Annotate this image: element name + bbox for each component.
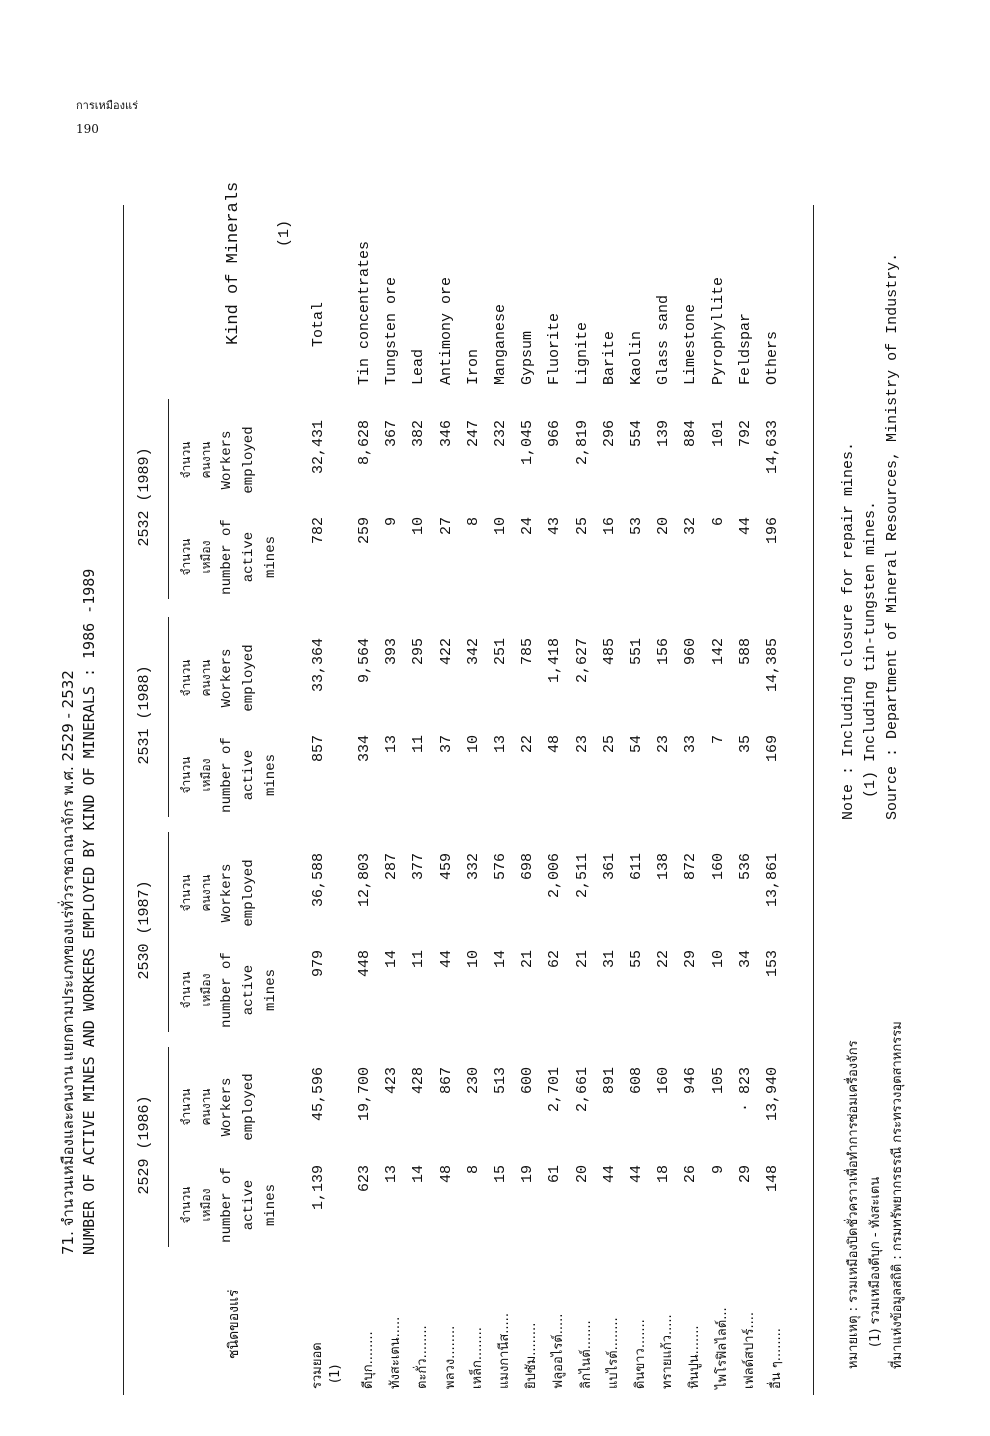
table-cell: 334 [356,735,373,763]
sub-head-workers [176,630,260,726]
table-cell: 13 [383,735,401,754]
table-cell: 2,701 [546,1067,564,1113]
table-cell: 44 [736,517,754,536]
row-label-thai: ทรายแก้ว..... [660,1314,676,1389]
row-label-english: Glass sand [655,294,673,385]
table-cell: 7 [709,735,727,745]
table-cell: 23 [573,735,591,754]
table-title-english: NUMBER OF ACTIVE MINES AND WORKERS EMPLOYED BY KIND OF MINERALS : 1986 -1989 [80,568,98,1255]
table-cell: 34 [736,950,754,969]
table-cell: 156 [655,638,673,666]
table-cell: 13,940 [764,1067,781,1122]
table-cell: 35 [736,735,754,754]
sub-head-english: active mines [241,964,279,1016]
table-cell: 428 [410,1067,428,1095]
row-label-thai: เหล็ก........ [469,1327,485,1389]
year-underline [168,832,169,1032]
table-cell: 14 [492,950,509,969]
table-cell: 1,418 [546,638,564,684]
source-thai: ที่มาแห่งข้อมูลสถิติ : กรมทรัพยากรธรณี กระทรวงอุตสาหกรรม [890,1021,905,1369]
table-cell: 296 [600,420,618,448]
table-cell: 966 [546,420,564,448]
sub-head-english: employed [241,644,257,712]
table-top-rule [123,205,124,1395]
row-label-english: Feldspar [736,312,754,385]
table-cell: 698 [519,853,537,881]
sub-head-thai: คนงาน [199,874,213,912]
row-label-english: Limestone [682,303,700,385]
table-cell: 554 [628,420,645,448]
sub-head-english: employed [241,859,257,927]
table-cell: 8 [464,517,482,527]
table-cell: 44 [437,950,455,969]
table-cell: 21 [573,950,591,969]
table-cell: 2,511 [573,853,591,899]
sub-head-thai: จำนวน [179,659,193,697]
table-cell: 247 [464,420,482,448]
table-cell: 14 [383,950,401,969]
table-cell: 608 [628,1067,645,1095]
table-cell: 16 [600,517,618,536]
table-cell: 2,819 [573,420,591,466]
row-label-english: Tin concentrates [356,240,373,385]
table-cell: 19,700 [356,1067,373,1122]
table-bottom-rule [813,205,814,1395]
total-cell: 782 [310,517,327,545]
table-cell: 10 [464,950,482,969]
notes-thai [843,1021,909,1369]
table-cell: 27 [437,517,455,536]
row-label-thai: ยิปซัม........ [524,1322,540,1389]
row-label-english: Lignite [573,321,591,385]
table-cell: 32 [682,517,700,536]
table-cell: 196 [764,517,781,545]
total-cell: 45,596 [310,1067,327,1122]
table-cell: 867 [437,1067,455,1095]
sub-head-thai: เหมือง [199,758,213,792]
table-cell: 295 [410,638,428,666]
table-cell: 448 [356,950,373,978]
row-label-english: Fluorite [546,312,564,385]
sub-head-mines [176,727,282,823]
table-cell: 611 [628,853,645,881]
sub-head-english: active mines [241,749,279,801]
row-label-thai: ดีบุก........ [361,1331,376,1389]
table-cell: 25 [600,735,618,754]
sub-head-english: Workers [219,430,235,490]
table-cell: 10 [410,517,428,536]
row-label-thai: แบไรต์........ [605,1317,621,1389]
table-cell: 551 [628,638,645,666]
row-label-thai: ไพโรฟิลไลต์... [714,1307,730,1389]
row-label-thai: ตะกั่ว........ [415,1325,431,1389]
table-cell: 230 [464,1067,482,1095]
sub-head-workers [176,412,260,508]
sub-head-thai: จำนวน [179,1186,193,1224]
year-heading: 2529 (1986) [136,1095,153,1195]
year-heading: 2530 (1987) [136,880,153,980]
row-label-english: Gypsum [519,330,537,385]
sub-head-thai: จำนวน [179,874,193,912]
source-english: Source : Department of Mineral Resources, Ministry of Industry. [884,252,901,820]
sub-head-thai: เหมือง [199,540,213,574]
table-cell: 623 [356,1165,373,1193]
sub-head-mines [176,942,282,1038]
table-cell: 20 [655,517,673,536]
row-label-english: Iron [464,348,482,385]
sub-head-thai: จำนวน [179,971,193,1009]
sub-head-workers [176,1059,260,1155]
row-label-english: Others [764,330,781,385]
table-cell: 26 [682,1165,700,1184]
total-cell: 979 [310,950,327,978]
table-cell: 600 [519,1067,537,1095]
table-cell: 22 [519,735,537,754]
table-cell: 377 [410,853,428,881]
table-cell: 13,861 [764,853,781,908]
row-label-thai: อื่น ๆ........ [769,1328,784,1389]
table-cell: 53 [628,517,645,536]
sub-head-english: Workers [219,863,235,923]
table-cell: 10 [492,517,509,536]
sub-head-english: Workers [219,648,235,708]
note1-thai: (1) รวมเหมืองดีบุก - ทังสะเตน [868,1176,883,1347]
table-cell: 8 [464,1165,482,1175]
sub-head-thai: จำนวน [179,441,193,479]
table-cell: 872 [682,853,700,881]
page-number: 190 [76,122,99,136]
table-cell: 946 [682,1067,700,1095]
sub-head-workers [176,845,260,941]
table-cell: 138 [655,853,673,881]
table-cell: 536 [736,853,754,881]
sub-head-english: Workers [219,1077,235,1137]
sub-head-mines [176,1157,282,1253]
table-cell: 10 [464,735,482,754]
row-label-thai: หินปูน....... [687,1325,703,1389]
table-cell: 148 [764,1165,781,1193]
row-label-thai: แมงกานีส..... [497,1313,512,1389]
sub-head-english: number of [219,1167,235,1243]
row-label-thai: ฟลูออไรต์..... [551,1313,567,1389]
table-cell: 891 [600,1067,618,1095]
table-cell: 14 [410,1165,428,1184]
table-cell: 367 [383,420,401,448]
section-header: การเหมืองแร่ [76,99,138,112]
table-cell: 48 [437,1165,455,1184]
table-cell: 54 [628,735,645,754]
note-english: Note : Including closure for repair mines. [840,441,857,820]
table-cell: 61 [546,1165,564,1184]
total-cell: 36,588 [310,853,327,908]
table-cell: 55 [628,950,645,969]
table-cell: 37 [437,735,455,754]
table-cell: 792 [736,420,754,448]
rotated-table-page [48,95,988,1395]
year-underline [168,399,169,599]
row-label-english: Tungsten ore [383,276,401,385]
table-cell: 44 [600,1165,618,1184]
sub-head-english: active mines [241,531,279,583]
table-cell: 18 [655,1165,673,1184]
table-cell: 2,661 [573,1067,591,1113]
sub-head-english: number of [219,519,235,595]
table-cell: 14,385 [764,638,781,693]
table-cell: 513 [492,1067,509,1095]
table-cell: 232 [492,420,509,448]
total-cell: 1,139 [310,1165,327,1211]
table-cell: 48 [546,735,564,754]
table-cell: 2,627 [573,638,591,684]
total-cell: 857 [310,735,327,763]
table-cell: 29 [736,1165,754,1184]
table-cell: 588 [736,638,754,666]
row-label-english: Barite [600,330,618,385]
table-cell: 884 [682,420,700,448]
table-cell: 6 [709,517,727,527]
table-cell: 14,633 [764,420,781,475]
sub-head-mines [176,509,282,605]
table-cell: 19 [519,1165,537,1184]
table-title-thai: 71. จำนวนเหมืองและคนงาน แยกตามประเภทของแร่ทั่วราชอาณาจักร พ.ศ. 2529 - 2532 [59,670,77,1255]
year-heading: 2531 (1988) [136,665,153,765]
table-cell: 960 [682,638,700,666]
table-cell: 62 [546,950,564,969]
table-cell: 169 [764,735,781,763]
table-cell: 43 [546,517,564,536]
column-head-english: Kind of Minerals [224,181,243,345]
total-cell: 33,364 [310,638,327,693]
table-cell: 101 [709,420,727,448]
table-cell: 382 [410,420,428,448]
table-cell: 459 [437,853,455,881]
table-cell: 332 [464,853,482,881]
sub-head-thai: จำนวน [179,1088,193,1126]
table-cell: 785 [519,638,537,666]
table-cell: 576 [492,853,509,881]
table-cell: 393 [383,638,401,666]
sub-head-english: active mines [241,1179,279,1231]
table-cell: 22 [655,950,673,969]
table-cell: 10 [709,950,727,969]
row-label-thai: พลวง........ [442,1325,458,1389]
row-label-thai: เฟลด์สปาร์.... [741,1311,757,1389]
table-cell: 142 [709,638,727,666]
total-label-thai: รวมยอด [310,1342,325,1389]
row-label-english: Lead [410,348,428,385]
table-cell: 23 [655,735,673,754]
year-underline [168,1047,169,1247]
row-label-thai: ดินขาว....... [633,1319,648,1389]
table-cell: 13 [492,735,509,754]
table-cell: 9 [709,1165,727,1175]
table-cell: 11 [410,735,428,754]
row-label-english: Antimony ore [437,276,455,385]
row-label-thai: ทังสะเตน..... [388,1316,404,1389]
table-cell: 29 [682,950,700,969]
table-cell: 251 [492,638,509,666]
table-cell: 13 [383,1165,401,1184]
column-head-thai: ชนิดของแร่ [226,1289,242,1359]
table-cell: 139 [655,420,673,448]
table-cell: 44 [628,1165,645,1184]
table-cell: 9 [383,517,401,527]
total-cell: 32,431 [310,420,327,475]
sub-head-thai: คนงาน [199,659,213,697]
row-label-thai: ลิกไนต์....... [578,1320,594,1389]
year-underline [168,617,169,817]
table-cell: 423 [383,1067,401,1095]
table-cell: 11 [410,950,428,969]
table-cell: 160 [709,853,727,881]
sub-head-thai: จำนวน [179,538,193,576]
table-cell: 31 [600,950,618,969]
table-cell: 15 [492,1165,509,1184]
sub-head-english: number of [219,952,235,1028]
table-cell: 8,628 [356,420,373,466]
table-cell: 25 [573,517,591,536]
table-cell: 346 [437,420,455,448]
notes-english [838,253,904,820]
total-label-english: Total [310,301,327,347]
table-cell: 12,803 [356,853,373,908]
table-cell: 287 [383,853,401,881]
row-label-english: Kaolin [628,330,645,385]
total-note-english: (1) [276,219,293,247]
table-cell: 342 [464,638,482,666]
sub-head-thai: จำนวน [179,756,193,794]
sub-head-thai: คนงาน [199,1088,213,1126]
sub-head-english: number of [219,737,235,813]
total-note-thai: (1) [328,1364,343,1383]
table-cell: 105 [709,1067,727,1095]
table-cell: 259 [356,517,373,545]
table-cell: · 823 [736,1067,754,1113]
table-cell: 422 [437,638,455,666]
sub-head-english: employed [241,1073,257,1141]
sub-head-thai: คนงาน [199,441,213,479]
table-cell: 20 [573,1165,591,1184]
table-cell: 21 [519,950,537,969]
sub-head-english: employed [241,426,257,494]
table-cell: 485 [600,638,618,666]
table-cell: 24 [519,517,537,536]
table-cell: 361 [600,853,618,881]
table-cell: 1,045 [519,420,537,466]
row-label-english: Pyrophyllite [709,276,727,385]
year-heading: 2532 (1989) [136,447,153,547]
table-cell: 2,006 [546,853,564,899]
sub-head-thai: เหมือง [199,1188,213,1222]
table-cell: 153 [764,950,781,978]
table-cell: 9,564 [356,638,373,684]
sub-head-thai: เหมือง [199,973,213,1007]
note-thai: หมายเหตุ : รวมเหมืองปิดชั่วคราวเพื่อทำการซ่อมเครื่องจักร [846,1040,861,1369]
note1-english: (1) Including tin-tungsten mines. [862,500,879,798]
table-cell: 160 [655,1067,673,1095]
table-cell: 33 [682,735,700,754]
row-label-english: Manganese [492,303,509,385]
